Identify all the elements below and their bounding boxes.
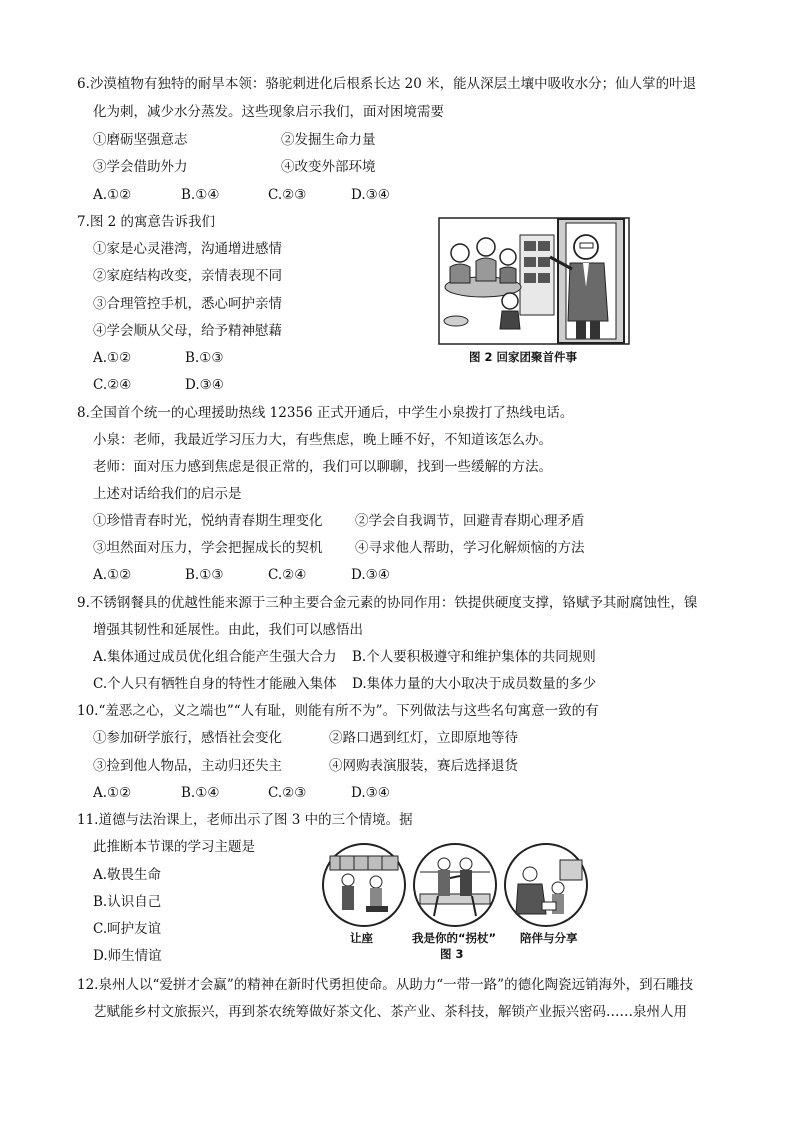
figure-3-label-companion: 陪伴与分享 (520, 931, 578, 945)
q8-option-a: A.①② (93, 567, 132, 583)
q11-option-d: D.师生情谊 (93, 948, 162, 964)
figure-3-label-crutch: 我是你的“拐杖” (412, 931, 497, 945)
q10-option-b: B.①④ (181, 785, 220, 801)
q6-option-b: B.①④ (181, 187, 220, 203)
q11-option-a: A.敬畏生命 (93, 867, 162, 883)
q12-stem-line1: 12.泉州人以“爱拼才会赢”的精神在新时代勇担使命。从助力“一带一路”的德化陶瓷远销海外，到石雕技 (77, 977, 694, 993)
figure-3-label-give-seat: 让座 (350, 931, 373, 945)
q10-stem-line1: 10.“羞恶之心，义之端也”“人有耻，则能有所不为”。下列做法与这些名句寓意一致的有 (77, 703, 599, 719)
figure-3-caption: 图 3 (440, 947, 464, 961)
q6-stem-line2: 化为刺，减少水分蒸发。这些现象启示我们，面对困境需要 (93, 104, 444, 120)
q6-option-c: C.②③ (268, 187, 307, 203)
q8-statement-3: ③坦然面对压力，学会把握成长的契机 (93, 540, 323, 556)
q9-option-c: C.个人只有牺牲自身的特性才能融入集体 (93, 676, 337, 692)
q8-dialogue-teacher: 老师：面对压力感到焦虑是很正常的，我们可以聊聊，找到一些缓解的方法。 (93, 459, 552, 475)
q7-option-c: C.②④ (93, 377, 132, 393)
q8-stem-prompt: 上述对话给我们的启示是 (93, 486, 242, 502)
q7-stem-line1: 7.图 2 的寓意告诉我们 (77, 214, 216, 230)
q7-statement-1: ①家是心灵港湾，沟通增进感情 (93, 241, 282, 257)
q7-statement-4: ④学会顺从父母，给予精神慰藉 (93, 323, 282, 339)
q10-statement-3: ③捡到他人物品，主动归还失主 (93, 758, 282, 774)
q8-option-b: B.①③ (185, 567, 224, 583)
figure-3-scene-give-seat (323, 844, 405, 926)
q10-option-a: A.①② (93, 785, 132, 801)
figure-2-cartoon (438, 217, 630, 345)
q11-stem-line2: 此推断本节课的学习主题是 (93, 839, 255, 855)
figure-3-scene-companion (505, 844, 587, 926)
q6-stem-line1: 6.沙漠植物有独特的耐旱本领：骆驼刺进化后根系长达 20 米，能从深层土壤中吸收水分；仙人掌的叶退 (77, 76, 697, 92)
q6-option-d: D.③④ (351, 187, 390, 203)
q6-statement-1: ①磨砺坚强意志 (93, 132, 188, 148)
figure-3-scenes (320, 842, 590, 928)
q10-statement-4: ④网购表演服装，赛后选择退货 (329, 758, 518, 774)
q12-stem-line2: 艺赋能乡村文旅振兴，再到茶农统筹做好茶文化、茶产业、茶科技，解锁产业振兴密码……泉州人用 (93, 1004, 687, 1020)
figure-3-scene-crutch (414, 844, 496, 926)
q8-statement-2: ②学会自我调节，回避青春期心理矛盾 (355, 513, 585, 529)
q7-option-d: D.③④ (185, 377, 224, 393)
q10-option-c: C.②③ (268, 785, 307, 801)
q6-option-a: A.①② (93, 187, 132, 203)
q11-option-c: C.呵护友谊 (93, 921, 162, 937)
q8-statement-1: ①珍惜青春时光，悦纳青春期生理变化 (93, 513, 323, 529)
q7-option-a: A.①② (93, 350, 132, 366)
q8-option-c: C.②④ (268, 567, 307, 583)
q9-option-b: B.个人要积极遵守和维护集体的共同规则 (352, 649, 596, 665)
q6-statement-3: ③学会借助外力 (93, 159, 188, 175)
q11-option-b: B.认识自己 (93, 894, 162, 910)
q9-stem-line2: 增强其韧性和延展性。由此，我们可以感悟出 (93, 622, 363, 638)
q6-statement-2: ②发掘生命力量 (281, 132, 376, 148)
q8-option-d: D.③④ (351, 567, 390, 583)
q9-option-a: A.集体通过成员优化组合能产生强大合力 (93, 649, 337, 665)
q6-statement-4: ④改变外部环境 (281, 159, 376, 175)
q11-stem-line1: 11.道德与法治课上，老师出示了图 3 中的三个情境。据 (77, 812, 413, 828)
q8-stem-line1: 8.全国首个统一的心理援助热线 12356 正式开通后，中学生小泉拨打了热线电话。 (77, 405, 574, 421)
q7-option-b: B.①③ (185, 350, 224, 366)
q10-statement-1: ①参加研学旅行，感悟社会变化 (93, 730, 282, 746)
q9-stem-line1: 9.不锈钢餐具的优越性能来源于三种主要合金元素的协同作用：铁提供硬度支撑，铬赋予其耐腐蚀性，镍 (77, 595, 698, 611)
q7-statement-3: ③合理管控手机，悉心呵护亲情 (93, 296, 282, 312)
q8-statement-4: ④寻求他人帮助，学习化解烦恼的方法 (355, 540, 585, 556)
q10-statement-2: ②路口遇到红灯，立即原地等待 (329, 730, 518, 746)
figure-2-caption: 图 2 回家团聚首件事 (469, 350, 578, 364)
q9-option-d: D.集体力量的大小取决于成员数量的多少 (352, 676, 597, 692)
q7-statement-2: ②家庭结构改变，亲情表现不同 (93, 268, 282, 284)
q10-option-d: D.③④ (351, 785, 390, 801)
q8-dialogue-student: 小泉：老师，我最近学习压力大，有些焦虑，晚上睡不好，不知道该怎么办。 (93, 432, 552, 448)
